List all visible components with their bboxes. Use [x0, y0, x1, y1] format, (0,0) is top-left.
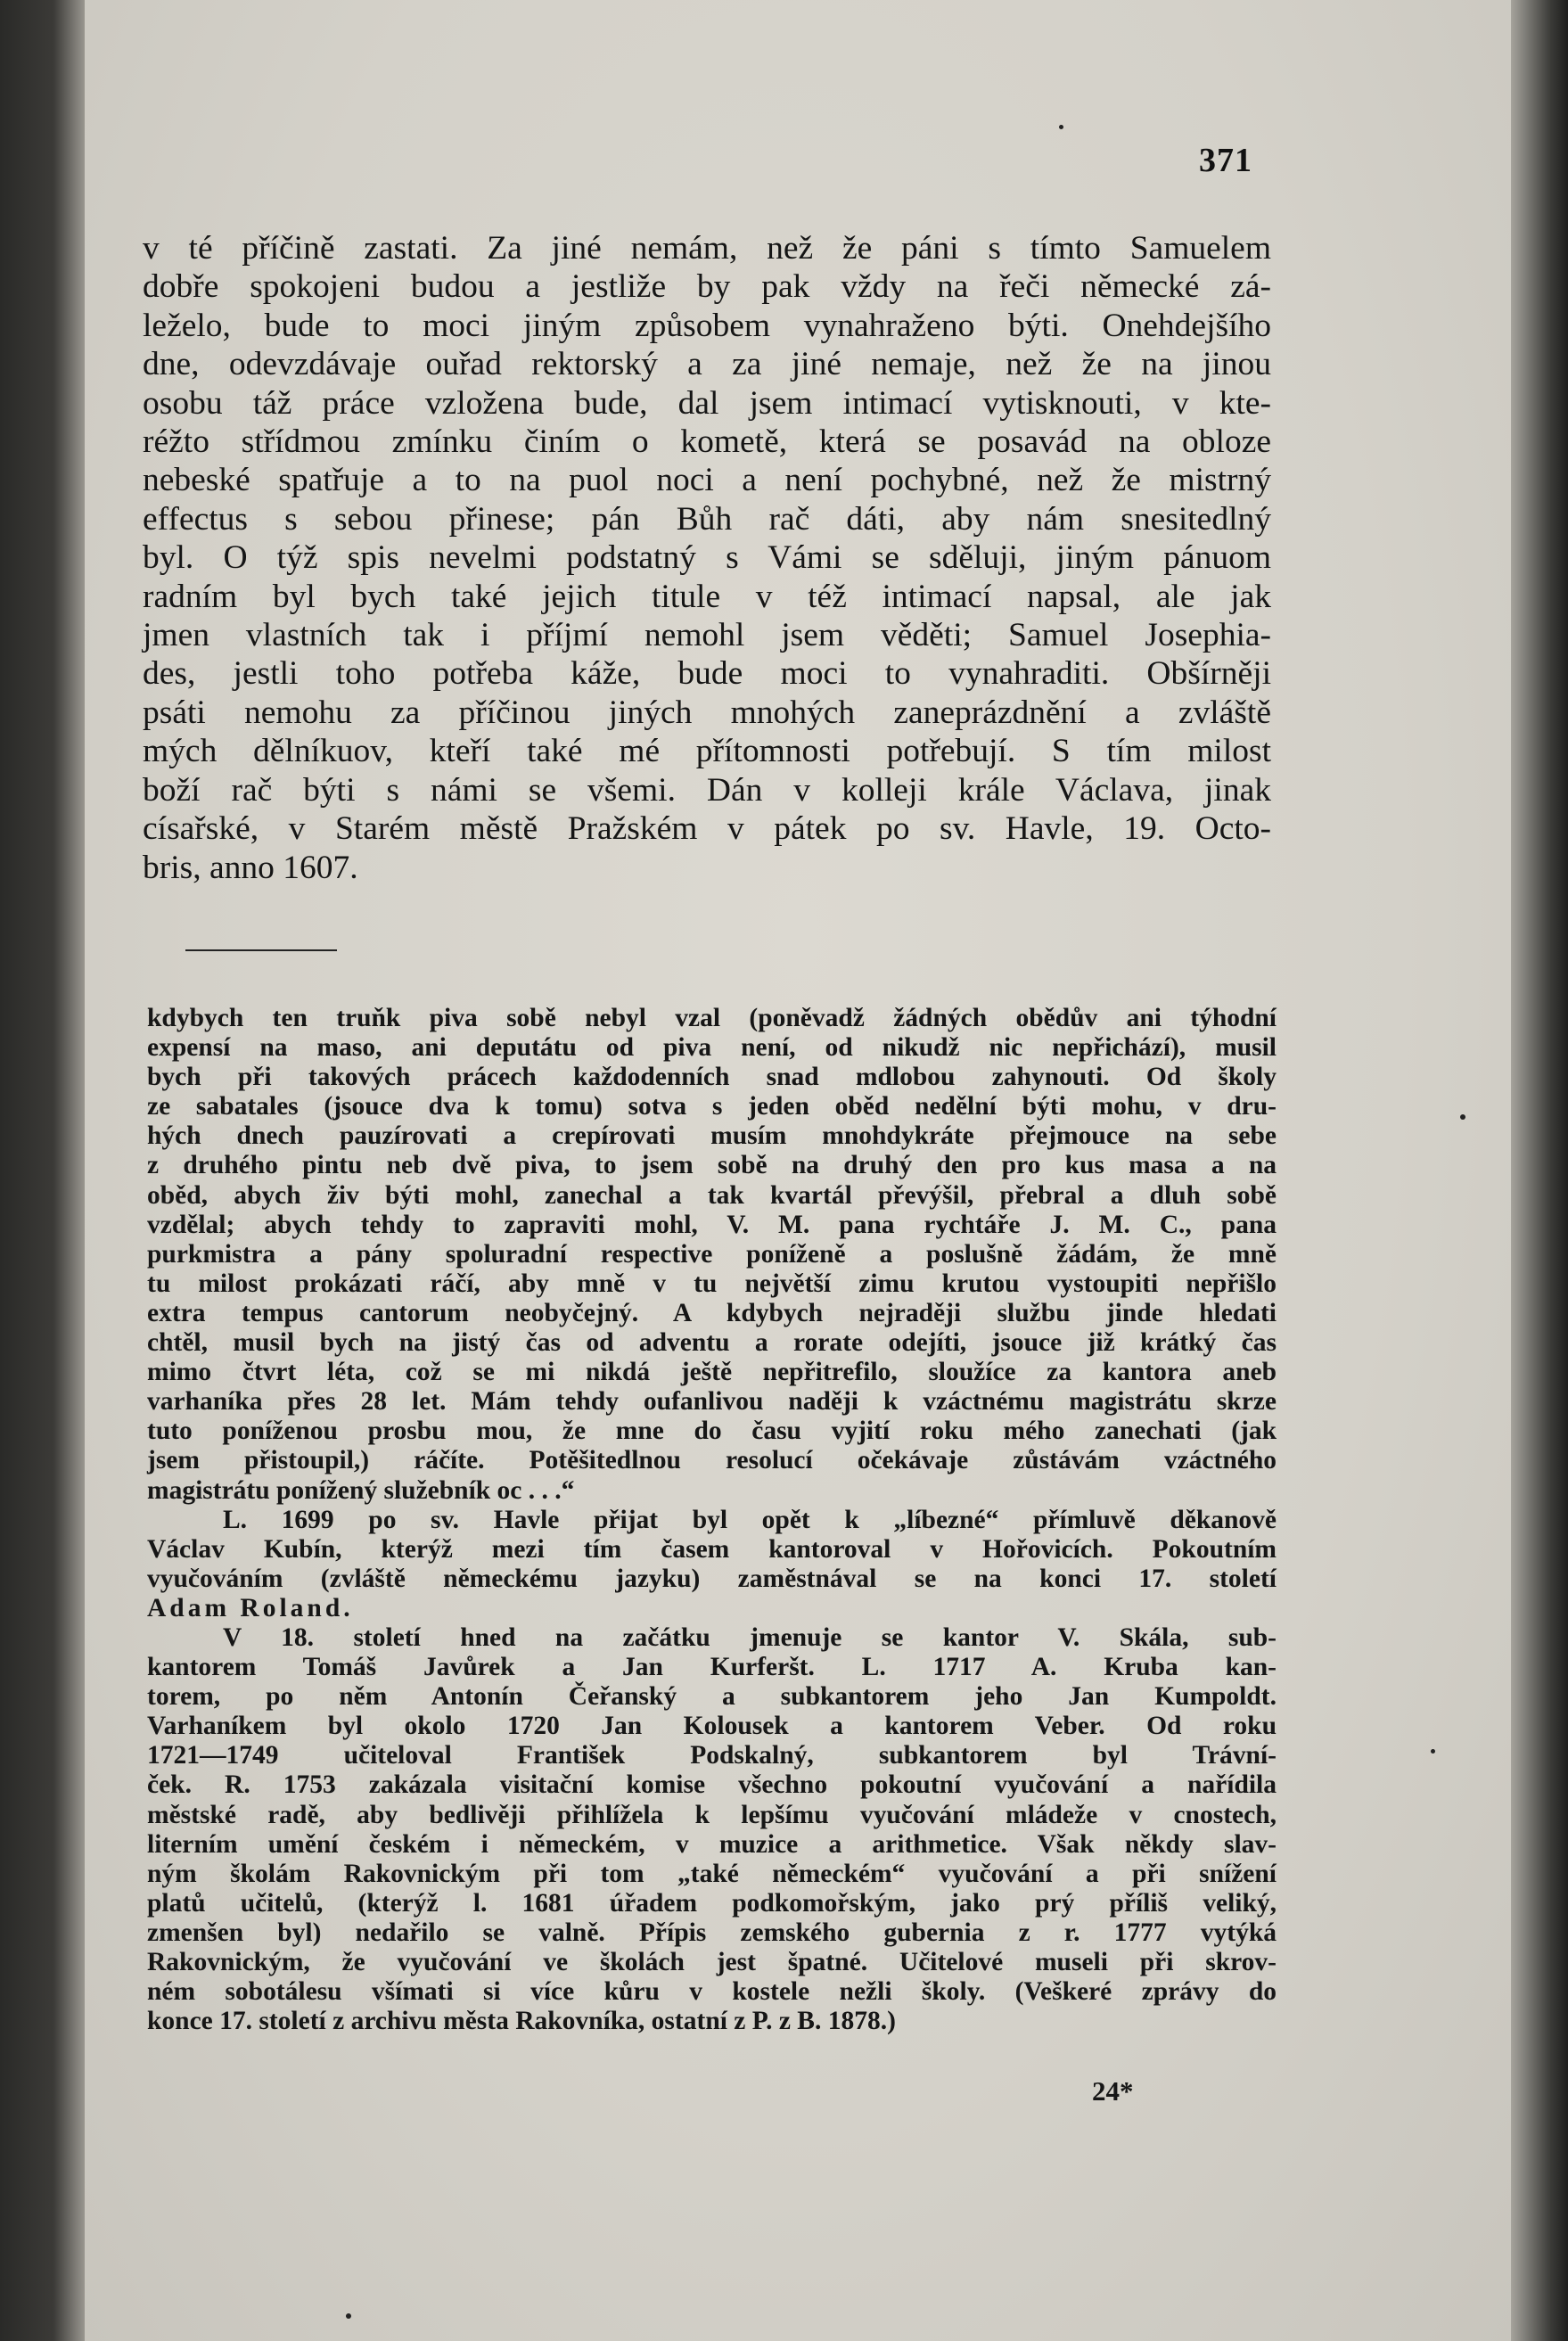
- text-line: byl. O týž spis nevelmi podstatný s Vámi se sděluji, jiným pánuom: [143, 539, 1271, 577]
- note-line: Václav Kubín, kterýž mezi tím časem kantoroval v Hořovicích. Pokoutním: [147, 1534, 1277, 1564]
- note-line: Rakovnickým, že vyučování ve školách jest špatné. Učitelové museli při skrov-: [147, 1948, 1277, 1976]
- page-number: 371: [1199, 142, 1252, 179]
- note-line: literním umění českém i německém, v muzice a arithmetice. Však někdy slav-: [147, 1829, 1277, 1859]
- text-line: bris, anno 1607.: [143, 849, 358, 886]
- section-divider: [185, 949, 337, 951]
- text-line: osobu táž práce vzložena bude, dal jsem intimací vytisknouti, v kte-: [143, 384, 1271, 422]
- note-line: magistrátu ponížený služebník oc . . .“: [147, 1475, 575, 1505]
- note-line: městské radě, aby bedlivěji přihlížela k lepšímu vyučování mládeže v cnostech,: [147, 1800, 1277, 1829]
- note-line: ze sabatales (jsouce dva k tomu) sotva s jeden oběd nedělní býti mohu, v dru-: [147, 1092, 1277, 1121]
- note-line: 1721—1749 učiteloval František Podskalný, subkantorem byl Trávní-: [147, 1741, 1277, 1770]
- note-line: varhaníka přes 28 let. Mám tehdy oufanlivou naději k vzáctnému magistrátu skrze: [147, 1387, 1277, 1417]
- small-print-text: [147, 1004, 1277, 2036]
- note-line: z druhého pintu neb dvě piva, to jsem sobě na druhý den pro kus masa a na: [147, 1151, 1277, 1180]
- text-line: dne, odevzdávaje ouřad rektorský a za jiné nemaje, než že na jinou: [143, 346, 1271, 383]
- note-line: chtěl, musil bych na jistý čas od adventu a rorate odejíti, jsouce již krátký čas: [147, 1328, 1277, 1358]
- text-line: effectus s sebou přinese; pán Bůh rač dáti, aby nám snesitedlný: [143, 500, 1271, 538]
- text-line: boží rač býti s námi se všemi. Dán v kolleji krále Václava, jinak: [143, 771, 1271, 809]
- note-line: tuto poníženou prosbu mou, že mne do času vyjití roku mého zanechati (jak: [147, 1417, 1277, 1446]
- note-line: torem, po něm Antonín Čeřanský a subkantorem jeho Jan Kumpoldt.: [147, 1682, 1277, 1712]
- note-line: Varhaníkem byl okolo 1720 Jan Kolousek a kantorem Veber. Od roku: [147, 1712, 1277, 1741]
- text-line: réžto střídmou zmínku činím o kometě, která se posavád na obloze: [143, 423, 1271, 461]
- text-line: jmen vlastních tak i příjmí nemohl jsem věděti; Samuel Josephia-: [143, 617, 1271, 654]
- text-line: psáti nemohu za příčinou jiných mnohých zaneprázdnění a zvláště: [143, 694, 1271, 731]
- dust-speck: [1460, 1114, 1465, 1120]
- note-line: extra tempus cantorum neobyčejný. A kdybych nejraději službu jinde hledati: [147, 1298, 1277, 1327]
- note-line: konce 17. století z archivu města Rakovníka, ostatní z P. z B. 1878.): [147, 2007, 896, 2036]
- note-line: ným školám Rakovnickým při tom „také německém“ vyučování a při snížení: [147, 1859, 1277, 1888]
- note-line: kantorem Tomáš Javůrek a Jan Kurferšt. L. 1717 A. Kruba kan-: [147, 1653, 1277, 1682]
- main-letter-text: [143, 229, 1271, 887]
- note-line: kdybych ten truňk piva sobě nebyl vzal (poněvadž žádných obědův ani týhodní: [147, 1004, 1277, 1032]
- dust-speck: [1431, 1749, 1435, 1754]
- note-line: vzdělal; abych tehdy to zapraviti mohl, V. M. pana rychtáře J. M. C., pana: [147, 1210, 1277, 1239]
- note-line: jsem přistoupil,) ráčíte. Potěšitedlnou resolucí očekávaje zůstávám vzáctného: [147, 1446, 1277, 1475]
- note-line: expensí na maso, ani deputátu od piva není, od nikudž nic nepřichází), musil: [147, 1033, 1277, 1063]
- note-line: zmenšen byl) nedařilo se valně. Přípis zemského gubernia z r. 1777 vytýká: [147, 1918, 1277, 1947]
- text-line: radním byl bych také jejich titule v též intimací napsal, ale jak: [143, 578, 1271, 615]
- note-line: oběd, abych živ býti mohl, zanechal a tak kvartál převýšil, přebral a dluh sobě: [147, 1180, 1277, 1210]
- dust-speck: [346, 2313, 351, 2319]
- text-line: v té příčině zastati. Za jiné nemám, než že páni s tímto Samuelem: [143, 230, 1271, 267]
- text-line: leželo, bude to moci jiným způsobem vynahraženo býti. Onehdejšího: [143, 307, 1271, 344]
- text-line: dobře spokojeni budou a jestliže by pak vždy na řeči německé zá-: [143, 268, 1271, 306]
- text-line: des, jestli toho potřeba káže, bude moci to vynahraditi. Obšírněji: [143, 655, 1271, 693]
- note-line: Adam Roland.: [147, 1593, 354, 1622]
- note-line: vyučováním (zvláště německému jazyku) zaměstnával se na konci 17. století: [147, 1564, 1277, 1593]
- text-line: nebeské spatřuje a to na puol noci a není pochybné, než že mistrný: [143, 462, 1271, 499]
- note-line: tu milost prokázati ráčí, aby mně v tu největší zimu krutou vystoupiti nepřišlo: [147, 1269, 1277, 1298]
- note-line: ném sobotálesu všímati si více kůru v kostele nežli školy. (Veškeré zprávy do: [147, 1977, 1277, 2007]
- note-line: purkmistra a pány spoluradní respective poníženě a poslušně žádám, že mně: [147, 1239, 1277, 1269]
- note-line: hých dnech pauzírovati a crepírovati musím mnohdykráte přejmouce na sebe: [147, 1121, 1277, 1151]
- text-line: císařské, v Starém městě Pražském v pátek po sv. Havle, 19. Octo-: [143, 810, 1271, 848]
- printer-signature-mark: 24*: [1092, 2075, 1134, 2107]
- note-line: bych při takových prácech každodenních snad mdlobou zahynouti. Od školy: [147, 1063, 1277, 1092]
- note-line: mimo čtvrt léta, což se mi nikdá ještě nepřitrefilo, sloužíce za kantora aneb: [147, 1358, 1277, 1387]
- note-line: L. 1699 po sv. Havle přijat byl opět k „líbezné“ přímluvě děkanově: [223, 1505, 1277, 1534]
- note-line: platů učitelů, (kterýž l. 1681 úřadem podkomořským, jako prý příliš veliký,: [147, 1888, 1277, 1918]
- note-line: V 18. století hned na začátku jmenuje se kantor V. Skála, sub-: [223, 1622, 1277, 1652]
- dust-speck: [1059, 125, 1063, 129]
- note-line: ček. R. 1753 zakázala visitační komise všechno pokoutní vyučování a nařídila: [147, 1770, 1277, 1800]
- text-line: mých dělníkuov, kteří také mé přítomnosti potřebují. S tím milost: [143, 733, 1271, 770]
